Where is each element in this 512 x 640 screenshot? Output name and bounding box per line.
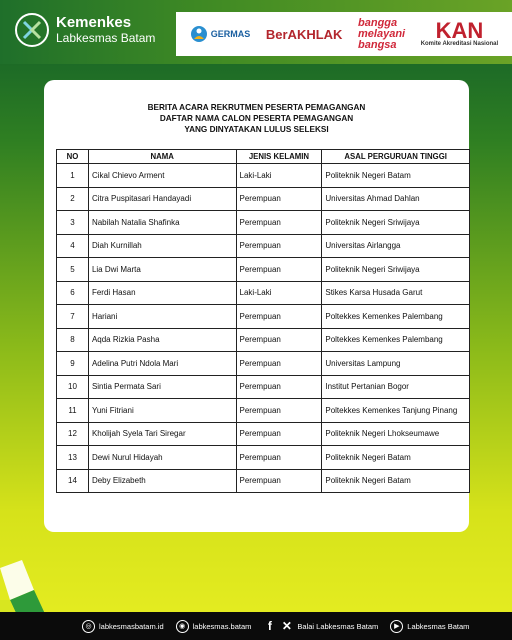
table-row bbox=[57, 446, 470, 470]
cell-jenis-kelamin: Perempuan bbox=[236, 305, 322, 329]
cell-asal: Poltekkes Kemenkes Palembang bbox=[322, 305, 470, 329]
cell-asal: Politeknik Negeri Lhokseumawe bbox=[322, 422, 470, 446]
cell-nama: Adelina Putri Ndola Mari bbox=[88, 352, 236, 376]
cell-jenis-kelamin: Perempuan bbox=[236, 328, 322, 352]
cell-nama: Cikal Chievo Arment bbox=[88, 164, 236, 188]
instagram-label: labkesmas.batam bbox=[192, 621, 252, 631]
germas-logo bbox=[190, 25, 251, 43]
footer-youtube[interactable] bbox=[390, 620, 469, 633]
cell-jenis-kelamin: Laki-Laki bbox=[236, 164, 322, 188]
table-row bbox=[57, 399, 470, 423]
cell-nama: Citra Puspitasari Handayadi bbox=[88, 187, 236, 211]
table-row bbox=[57, 211, 470, 235]
cell-jenis-kelamin: Perempuan bbox=[236, 375, 322, 399]
cell-nama: Dewi Nurul Hidayah bbox=[88, 446, 236, 470]
kemenkes-mark-icon bbox=[14, 12, 50, 48]
cell-jenis-kelamin: Perempuan bbox=[236, 469, 322, 493]
table-row bbox=[57, 469, 470, 493]
cell-nama: Diah Kurnillah bbox=[88, 234, 236, 258]
cell-asal: Politeknik Negeri Sriwijaya bbox=[322, 211, 470, 235]
cell-no: 8 bbox=[57, 328, 89, 352]
document-paper bbox=[44, 80, 469, 532]
cell-no: 10 bbox=[57, 375, 89, 399]
cell-asal: Politeknik Negeri Sriwijaya bbox=[322, 258, 470, 282]
cell-nama: Hariani bbox=[88, 305, 236, 329]
cell-asal: Stikes Karsa Husada Garut bbox=[322, 281, 470, 305]
cell-nama: Deby Elizabeth bbox=[88, 469, 236, 493]
cell-asal: Universitas Ahmad Dahlan bbox=[322, 187, 470, 211]
berakhlak-label: BerAKHLAK bbox=[265, 26, 343, 42]
brand-line2: Labkesmas Batam bbox=[56, 31, 156, 45]
document-title bbox=[44, 102, 469, 135]
cell-no: 11 bbox=[57, 399, 89, 423]
cell-nama: Ferdi Hasan bbox=[88, 281, 236, 305]
participants-table bbox=[56, 149, 470, 493]
kan-logo bbox=[420, 17, 499, 48]
partner-logos bbox=[176, 12, 512, 56]
cell-nama: Sintia Permata Sari bbox=[88, 375, 236, 399]
cell-jenis-kelamin: Perempuan bbox=[236, 446, 322, 470]
cell-jenis-kelamin: Perempuan bbox=[236, 187, 322, 211]
cell-asal: Universitas Airlangga bbox=[322, 234, 470, 258]
table-row bbox=[57, 328, 470, 352]
cell-no: 12 bbox=[57, 422, 89, 446]
table-header-row bbox=[57, 150, 470, 164]
cell-nama: Lia Dwi Marta bbox=[88, 258, 236, 282]
table-row bbox=[57, 258, 470, 282]
title-line-3: YANG DINYATAKAN LULUS SELEKSI bbox=[184, 125, 329, 134]
header-bar bbox=[0, 0, 512, 64]
cell-jenis-kelamin: Laki-Laki bbox=[236, 281, 322, 305]
globe-icon: ◎ bbox=[82, 620, 95, 633]
cell-no: 3 bbox=[57, 211, 89, 235]
title-line-2: DAFTAR NAMA CALON PESERTA PEMAGANGAN bbox=[159, 114, 354, 123]
table-row bbox=[57, 164, 470, 188]
kan-sub-label: Komite Akreditasi Nasional bbox=[420, 40, 499, 47]
bangga-line2: melayani bbox=[358, 27, 406, 40]
cell-jenis-kelamin: Perempuan bbox=[236, 258, 322, 282]
cell-jenis-kelamin: Perempuan bbox=[236, 422, 322, 446]
col-header-no: NO bbox=[57, 150, 89, 164]
facebook-icon: f bbox=[267, 619, 272, 633]
cell-no: 4 bbox=[57, 234, 89, 258]
x-icon: ✕ bbox=[281, 619, 292, 633]
table-row bbox=[57, 234, 470, 258]
cell-no: 7 bbox=[57, 305, 89, 329]
col-header-nama: NAMA bbox=[88, 150, 236, 164]
footer-bar bbox=[0, 612, 512, 640]
youtube-icon: ▶ bbox=[390, 620, 403, 633]
facebook-x-label: Balai Labkesmas Batam bbox=[297, 621, 379, 631]
table-row bbox=[57, 422, 470, 446]
kemenkes-logo bbox=[14, 12, 155, 48]
germas-label: GERMAS bbox=[210, 29, 251, 39]
germas-icon bbox=[190, 25, 208, 43]
cell-nama: Aqda Rizkia Pasha bbox=[88, 328, 236, 352]
table-row bbox=[57, 187, 470, 211]
brand-line1: Kemenkes bbox=[56, 14, 132, 31]
cell-nama: Yuni Fitriani bbox=[88, 399, 236, 423]
cell-asal: Poltekkes Kemenkes Tanjung Pinang bbox=[322, 399, 470, 423]
cell-asal: Poltekkes Kemenkes Palembang bbox=[322, 328, 470, 352]
footer-website[interactable] bbox=[82, 620, 164, 633]
cell-no: 9 bbox=[57, 352, 89, 376]
cell-nama: Kholijah Syela Tari Siregar bbox=[88, 422, 236, 446]
cell-asal: Politeknik Negeri Batam bbox=[322, 469, 470, 493]
cell-jenis-kelamin: Perempuan bbox=[236, 234, 322, 258]
col-header-asal: ASAL PERGURUAN TINGGI bbox=[322, 150, 470, 164]
cell-nama: Nabilah Natalia Shafinka bbox=[88, 211, 236, 235]
cell-no: 5 bbox=[57, 258, 89, 282]
website-label: labkesmasbatam.id bbox=[99, 621, 164, 631]
kan-label: KAN bbox=[435, 17, 484, 43]
col-header-jenis-kelamin: JENIS KELAMIN bbox=[236, 150, 322, 164]
bangga-melayani-bangsa-logo bbox=[358, 18, 405, 51]
footer-instagram[interactable] bbox=[176, 620, 252, 633]
footer-facebook-x[interactable] bbox=[263, 620, 378, 633]
instagram-icon: ◉ bbox=[176, 620, 189, 633]
cell-jenis-kelamin: Perempuan bbox=[236, 352, 322, 376]
cell-no: 1 bbox=[57, 164, 89, 188]
cell-jenis-kelamin: Perempuan bbox=[236, 399, 322, 423]
cell-asal: Politeknik Negeri Batam bbox=[322, 164, 470, 188]
table-row bbox=[57, 375, 470, 399]
berakhlak-logo bbox=[266, 27, 343, 42]
youtube-label: Labkesmas Batam bbox=[407, 621, 470, 631]
table-row bbox=[57, 352, 470, 376]
bangga-line1: bangga bbox=[358, 16, 398, 29]
cell-asal: Universitas Lampung bbox=[322, 352, 470, 376]
cell-no: 13 bbox=[57, 446, 89, 470]
cell-asal: Politeknik Negeri Batam bbox=[322, 446, 470, 470]
bangga-line3: bangsa bbox=[358, 38, 397, 51]
cell-no: 2 bbox=[57, 187, 89, 211]
cell-asal: Institut Pertanian Bogor bbox=[322, 375, 470, 399]
cell-no: 14 bbox=[57, 469, 89, 493]
title-line-1: BERITA ACARA REKRUTMEN PESERTA PEMAGANGAN bbox=[147, 103, 366, 112]
table-row bbox=[57, 281, 470, 305]
cell-no: 6 bbox=[57, 281, 89, 305]
table-row bbox=[57, 305, 470, 329]
cell-jenis-kelamin: Perempuan bbox=[236, 211, 322, 235]
